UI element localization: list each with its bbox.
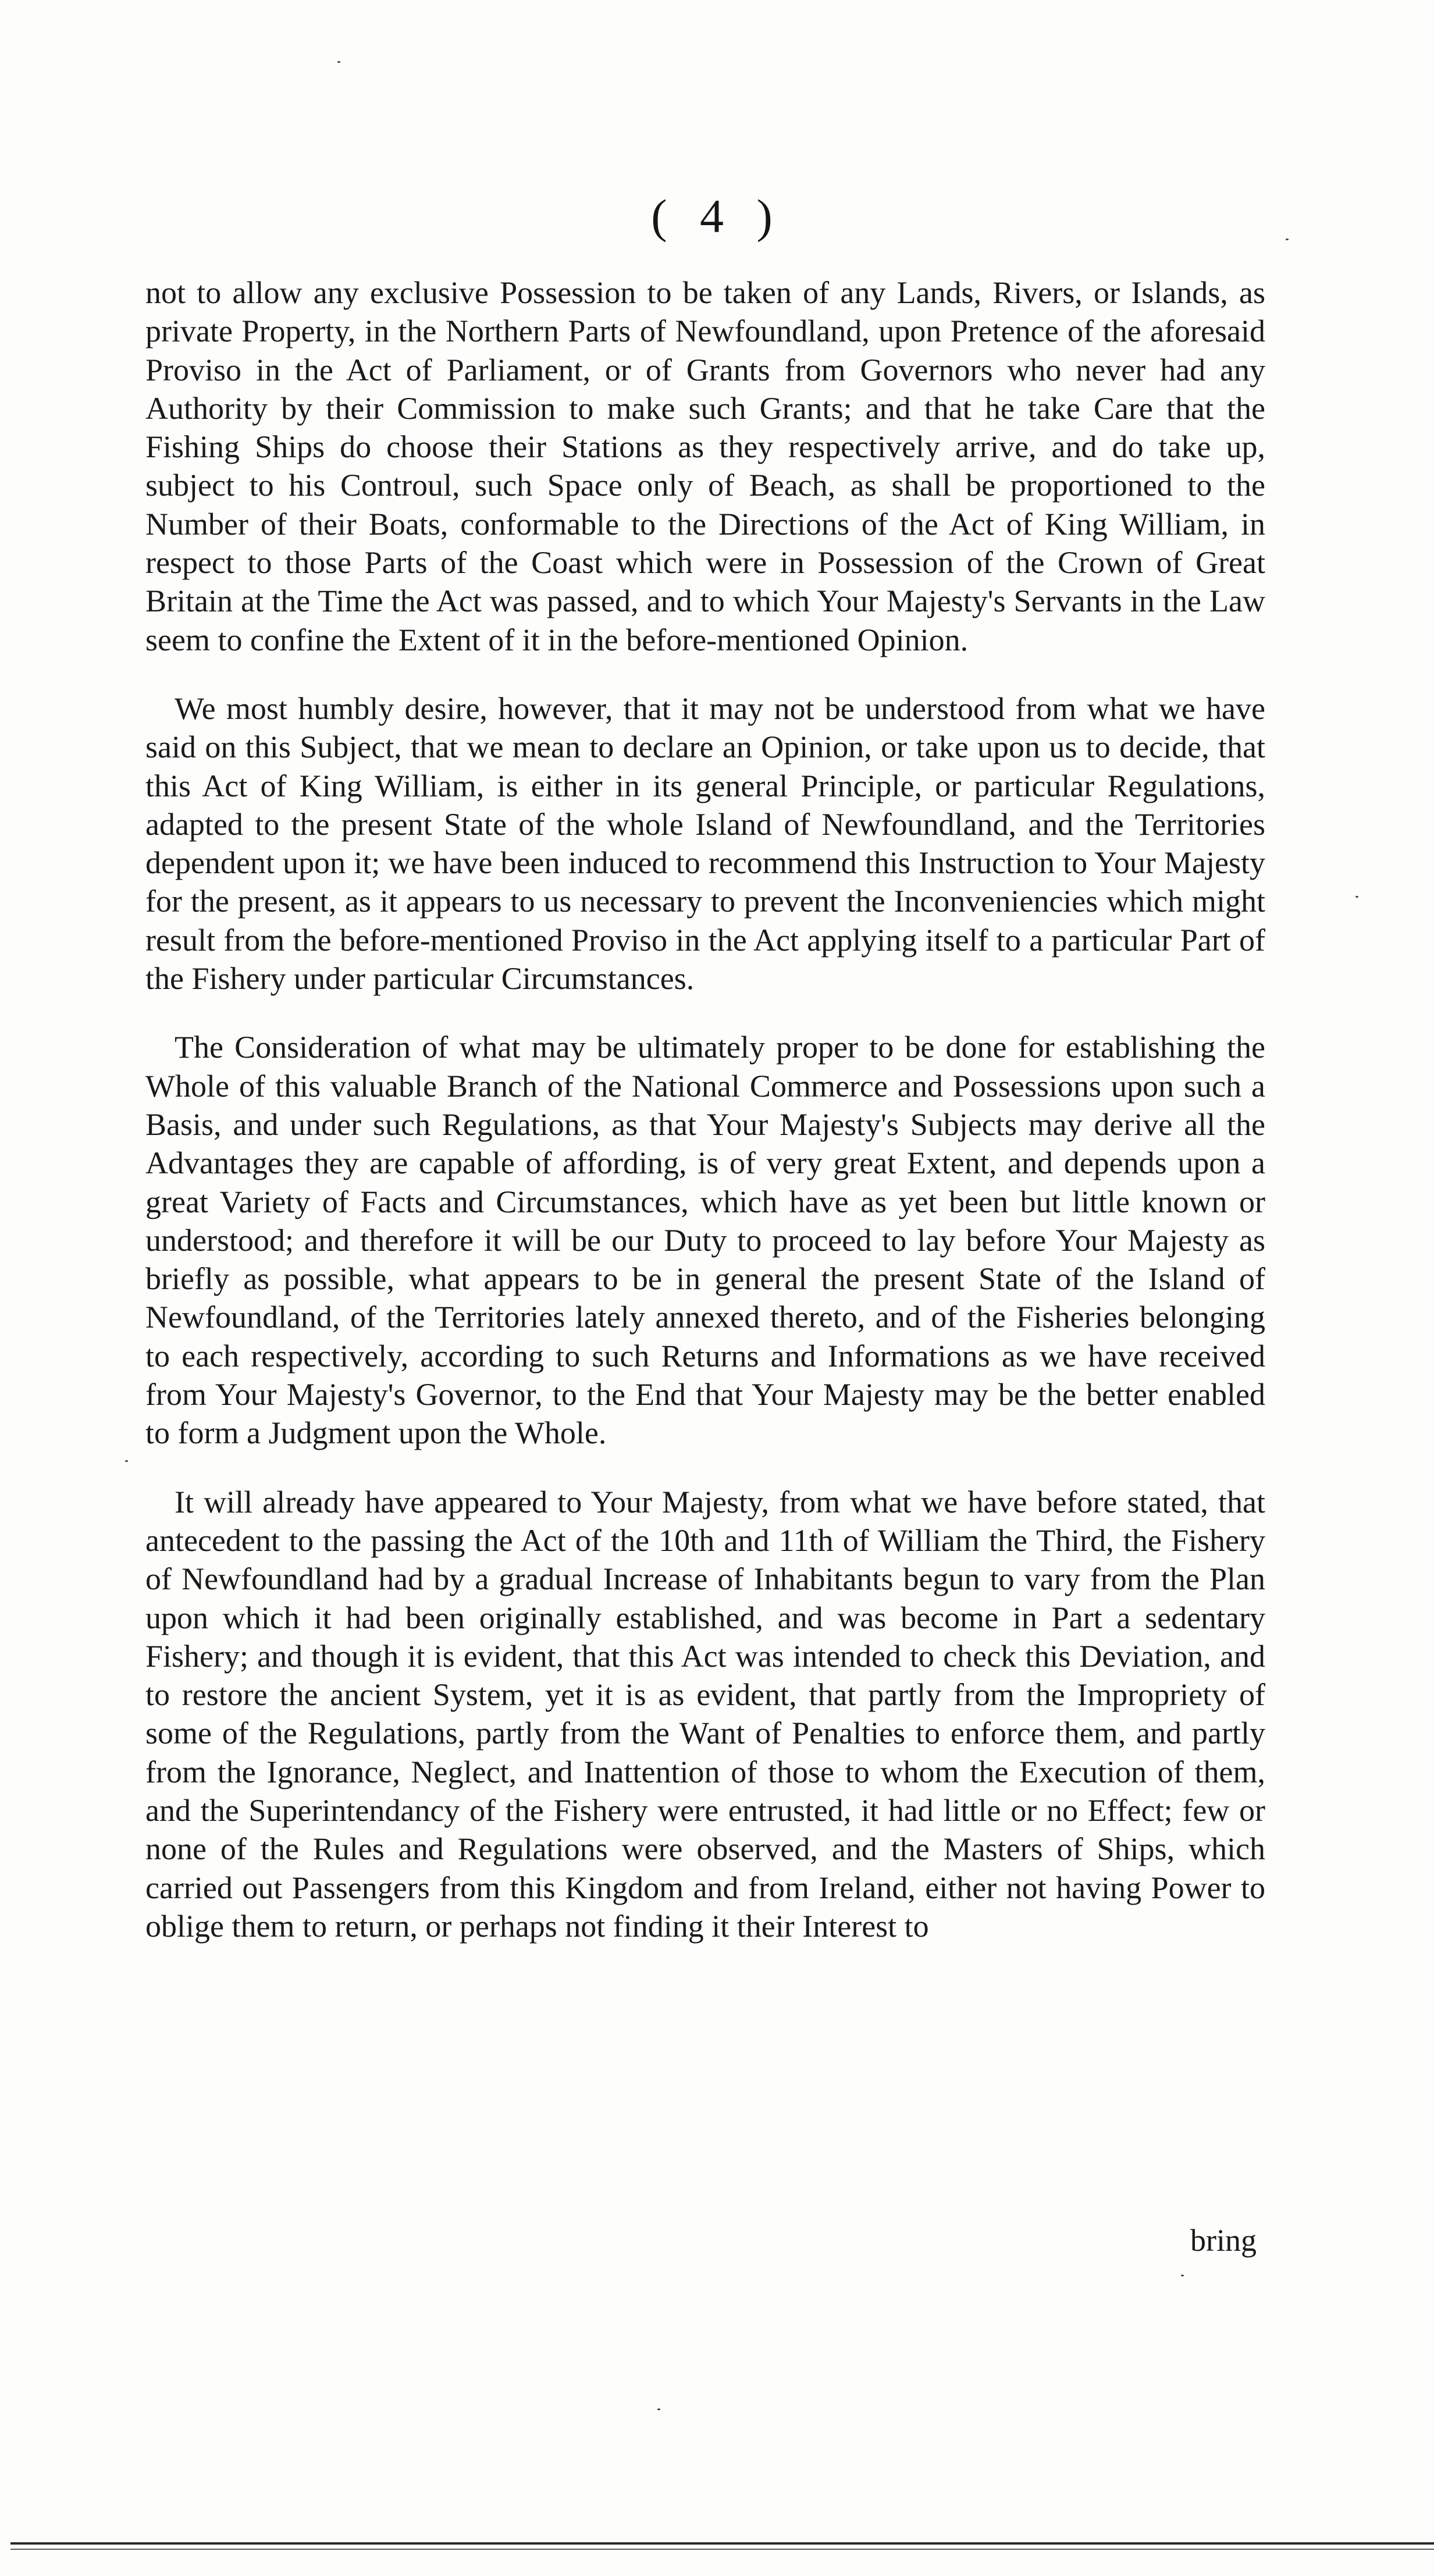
page-speck [125,1460,128,1462]
page-speck [337,61,340,63]
page-speck [1286,239,1289,240]
bottom-rule [10,2542,1434,2545]
page-speck [1181,2275,1184,2276]
page-number: ( 4 ) [651,190,783,243]
paragraph-1: not to allow any exclusive Possession to be taken of any Lands, Rivers, or Islands, as private Property, in the Northern Parts of Newfoundland, upon Pretence of the aforesaid Proviso in the Act of Parliament, or of Grants from Governors who never had any Authority by their Commission to make such Grants; and that he take Care that the Fishing Ships do choose their Stations as they respectively arrive, and do take up, subject to his Controul, such Space only of Beach, as shall be proportioned to the Number of their Boats, conformable to the Directions of the Act of King William, in respect to those Parts of the Coast which were in Possession of the Crown of Great Britain at the Time the Act was passed, and to which Your Majesty's Servants in the Law seem to confine the Extent of it in the before-mentioned Opinion. [145,275,1265,657]
paragraph-2: We most humbly desire, however, that it may not be understood from what we have said on this Subject, that we mean to declare an Opinion, or take upon us to decide, that this Act of King William, is either in its general Principle, or particular Regulations, adapted to the present State of the whole Island of Newfoundland, and the Territories dependent upon it; we have been induced to recommend this Instruction to Your Majesty for the present, as it appears to us necessary to prevent the Inconveniencies which might result from the before-mentioned Proviso in the Act applying itself to a particular Part of the Fishery under particular Circumstances. [145,691,1265,997]
bottom-rule-thin [10,2549,1434,2550]
page-speck [1355,896,1358,898]
page-speck [657,2408,660,2410]
catchword: bring [1190,2223,1257,2258]
paragraph-3: The Consideration of what may be ultimately proper to be done for establishing the Whole of this valuable Branch of the National Commerce and Possessions upon such a Basis, and under such Regulations, as that Your Majesty's Subjects may derive all the Advantages they are capable of affording, is of very great Extent, and depends upon a great Variety of Facts and Circumstances, which have as yet been but little known or understood; and therefore it will be our Duty to proceed to lay before Your Majesty as briefly as possible, what appears to be in general the present State of the Island of Newfoundland, of the Territories lately annexed thereto, and of the Fisheries belonging to each respectively, according to such Returns and Informations as we have received from Your Majesty's Governor, to the End that Your Majesty may be the better enabled to form a Judgment upon the Whole. [145,1030,1265,1451]
paragraph-4: It will already have appeared to Your Majesty, from what we have before stated, that antecedent to the passing the Act of the 10th and 11th of William the Third, the Fishery of Newfoundland had by a gradual Increase of Inhabitants begun to vary from the Plan upon which it had been originally established, and was become in Part a sedentary Fishery; and though it is evident, that this Act was intended to check this Deviation, and to restore the ancient System, yet it is as evident, that partly from the Impropriety of some of the Regulations, partly from the Want of Penalties to enforce them, and partly from the Ignorance, Neglect, and Inattention of those to whom the Execution of them, and the Superintendancy of the Fishery were entrusted, it had little or no Effect; few or none of the Rules and Regulations were observed, and the Masters of Ships, which carried out Passengers from this Kingdom and from Ireland, either not having Power to oblige them to return, or perhaps not finding it their Interest to [145,1484,1265,1944]
body-text [145,273,1265,1945]
